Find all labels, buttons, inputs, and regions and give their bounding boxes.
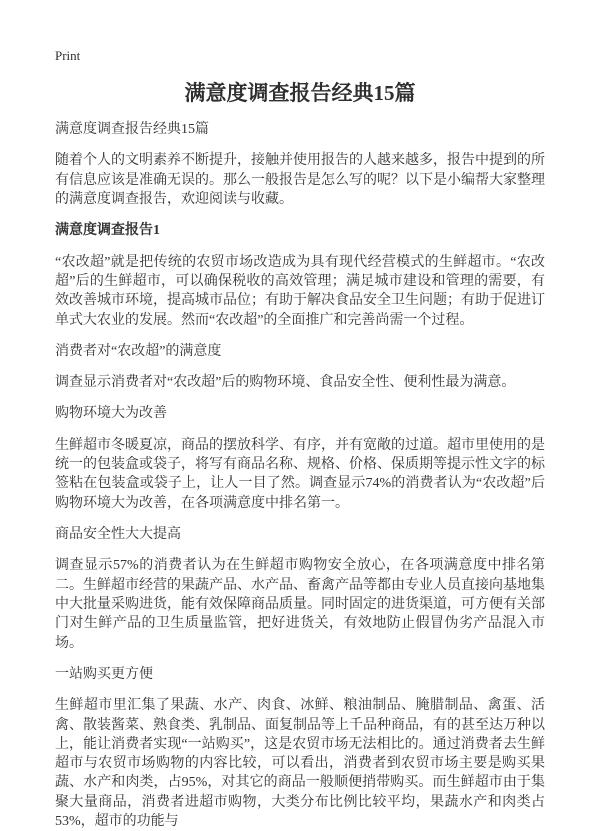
paragraph-shopping-environment: 生鲜超市冬暖夏凉，商品的摆放科学、有序，并有宽敞的过道。超市里使用的是统一的包装盒或袋子，将写有商品名称、规格、价格、保质期等提示性文字的标签粘在包装盒或袋子上，让人一目了然。调查显示74%的消费者认为“农改超”后购物环境大为改善，在各项满意度中排名第一。 [55, 437, 545, 511]
subheading-one-stop-shopping: 一站购买更方便 [55, 666, 153, 682]
page-title: 满意度调查报告经典15篇 [184, 81, 416, 105]
subheading-consumer-satisfaction: 消费者对“农改超”的满意度 [55, 343, 222, 359]
paragraph-survey-summary: 调查显示消费者对“农改超”后的购物环境、食品安全性、便利性最为满意。 [55, 375, 516, 391]
paragraph-one-stop-shopping: 生鲜超市里汇集了果蔬、水产、肉食、冰鲜、粮油制品、腌腊制品、禽蛋、活禽、散装酱菜、熟食类、乳制品、面复制品等上千品种商品，有的甚至达万种以上，能让消费者实现“一站购买”，这是农贸市场无法相比的。通过消费者去生鲜超市与农贸市场购物的内容比较，可以看出，消费者到农贸市场主要是购买果蔬、水产和肉类，占95%，对其它的商品一般顺便捎带购买。而生鲜超市由于集聚大量商品，消费者进超市购物，大类分布比例比较平均，果蔬水产和肉类占53%，超市的功能与 [55, 698, 545, 830]
document-subtitle-line: 满意度调查报告经典15篇 [55, 122, 209, 137]
intro-paragraph: 随着个人的文明素养不断提升，接触并使用报告的人越来越多，报告中提到的所有信息应该是准确无误的。那么一般报告是怎么写的呢？以下是小编帮大家整理的满意度调查报告，欢迎阅读与收藏。 [55, 153, 545, 207]
print-link[interactable]: Print [55, 48, 81, 63]
subheading-product-safety: 商品安全性大大提高 [55, 527, 181, 542]
subheading-shopping-environment: 购物环境大为改善 [55, 406, 167, 422]
paragraph-product-safety: 调查显示57%的消费者认为在生鲜超市购物安全放心，在各项满意度中排名第二。生鲜超市经营的果蔬产品、水产品、畜禽产品等都由专业人员直接向基地集中大批量采购进货，能有效保障商品质量。同时固定的进货渠道，可方便有关部门对生鲜产品的卫生质量监管，把好进货关，有效地防止假冒伪劣产品混入市场。 [55, 558, 545, 651]
section-heading-report-1: 满意度调查报告1 [55, 223, 160, 239]
paragraph-nonggaichao-overview: “农改超”就是把传统的农贸市场改造成为具有现代经营模式的生鲜超市。“农改超”后的生鲜超市，可以确保税收的高效管理；满足城市建设和管理的需要，有效改善城市环境，提高城市品位；有助于解决食品安全卫生问题；有助于促进订单式大农业的发展。然而“农改超”的全面推广和完善尚需一个过程。 [55, 254, 545, 328]
